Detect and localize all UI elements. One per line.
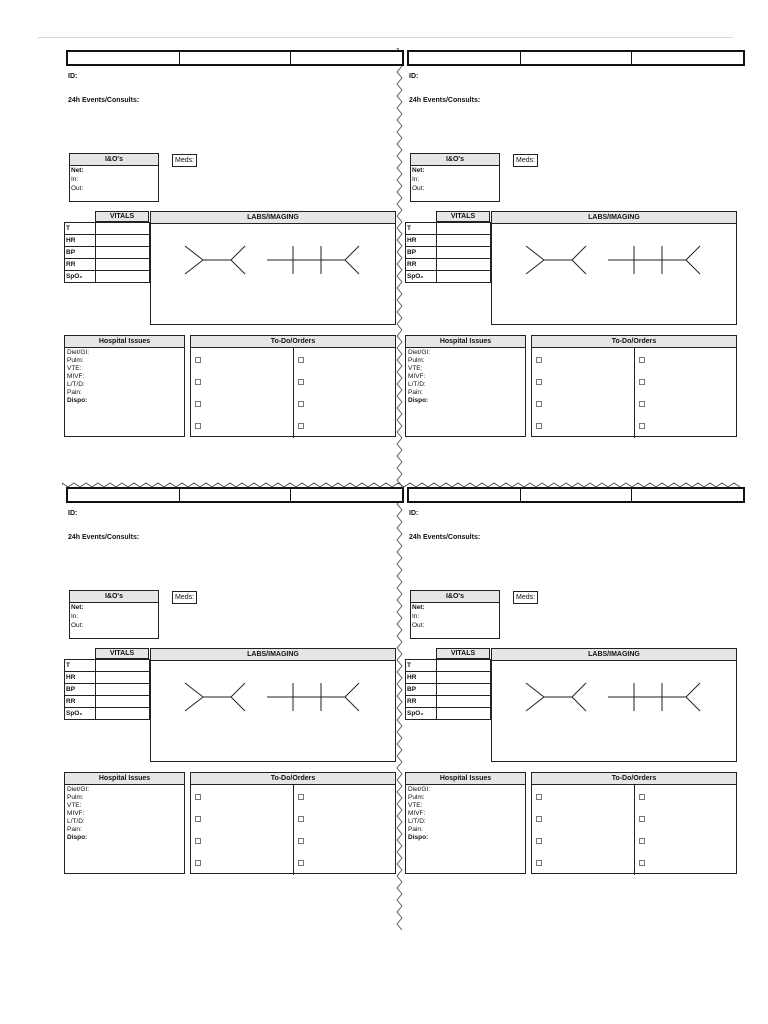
issue-dispo: Dispo:: [408, 397, 429, 404]
cbc-line: [572, 260, 586, 274]
io-title: I&O's: [70, 591, 158, 603]
cbc-line: [231, 683, 245, 697]
vitals-title: VITALS: [95, 211, 149, 222]
id-label: ID:: [409, 510, 419, 517]
todo-checkbox[interactable]: [536, 838, 542, 844]
todo-checkbox[interactable]: [536, 423, 542, 429]
todo-checkbox[interactable]: [195, 860, 201, 866]
todo-checkbox[interactable]: [298, 838, 304, 844]
vital-value-hr[interactable]: [96, 235, 149, 246]
vital-label-spo2: SpO₂: [65, 708, 96, 719]
labs-imaging-title: LABS/IMAGING: [151, 649, 395, 661]
vitals-row: [406, 660, 490, 672]
vital-value-t[interactable]: [437, 660, 490, 671]
labs-imaging-title: LABS/IMAGING: [492, 212, 736, 224]
vital-value-bp[interactable]: [96, 247, 149, 258]
hospital-issues-title: Hospital Issues: [406, 336, 525, 348]
io-out-label: Out:: [412, 622, 425, 629]
header-cell-name[interactable]: [68, 489, 180, 501]
issue-pulm: Pulm:: [67, 794, 84, 801]
header-cell-room[interactable]: [180, 489, 292, 501]
patient-header-bar: [66, 487, 404, 503]
io-in-label: In:: [412, 176, 420, 183]
meds-label: Meds:: [513, 154, 538, 167]
issue-diet-gi: Diet/GI:: [408, 786, 431, 793]
todo-column-right: [635, 348, 737, 438]
header-cell-name[interactable]: [409, 489, 521, 501]
cbc-line: [526, 246, 544, 260]
vitals-table: [405, 222, 491, 283]
issue-mivf: MIVF:: [67, 810, 85, 817]
io-net-label: Net:: [412, 604, 425, 611]
todo-checkbox[interactable]: [195, 794, 201, 800]
vital-value-spo2[interactable]: [96, 271, 149, 282]
todo-checkbox[interactable]: [195, 838, 201, 844]
page-top-rule: [38, 37, 733, 38]
todo-orders-box: [190, 772, 396, 874]
hospital-issues-list: [65, 785, 184, 843]
vitals-row: [406, 247, 490, 259]
todo-checkbox[interactable]: [298, 357, 304, 363]
hospital-issues-list: [406, 785, 525, 843]
issue-ltd: L/T/D:: [67, 381, 85, 388]
io-in-label: In:: [71, 613, 79, 620]
issue-pulm: Pulm:: [408, 357, 425, 364]
issue-ltd: L/T/D:: [67, 818, 85, 825]
vitals-row: [406, 223, 490, 235]
cbc-line: [231, 260, 245, 274]
todo-orders-box: [531, 335, 737, 437]
header-cell-name[interactable]: [409, 52, 521, 64]
vitals-row: [65, 672, 149, 684]
io-in-label: In:: [412, 613, 420, 620]
todo-orders-box: [190, 335, 396, 437]
issue-mivf: MIVF:: [408, 373, 426, 380]
labs-imaging-box: [150, 211, 396, 325]
issue-vte: VTE:: [408, 802, 423, 809]
io-box: [410, 590, 500, 639]
issue-vte: VTE:: [408, 365, 423, 372]
vitals-box: [405, 648, 491, 716]
todo-column-left: [532, 785, 635, 875]
vital-value-bp[interactable]: [437, 247, 490, 258]
io-net-label: Net:: [412, 167, 425, 174]
hospital-issues-title: Hospital Issues: [406, 773, 525, 785]
vital-label-spo2: SpO₂: [65, 271, 96, 282]
id-label: ID:: [68, 73, 78, 80]
id-label: ID:: [409, 73, 419, 80]
vitals-table: [405, 659, 491, 720]
vital-value-rr[interactable]: [96, 696, 149, 707]
todo-column-left: [191, 348, 294, 438]
todo-checkbox[interactable]: [639, 794, 645, 800]
vitals-row: [406, 235, 490, 247]
todo-orders-title: To-Do/Orders: [532, 773, 736, 785]
patient-card-bottom-left: [62, 487, 398, 877]
todo-checkbox[interactable]: [298, 816, 304, 822]
issue-pulm: Pulm:: [408, 794, 425, 801]
todo-checkbox[interactable]: [639, 379, 645, 385]
cbc-line: [526, 260, 544, 274]
vital-label-rr: RR: [406, 696, 437, 707]
vital-label-t: T: [406, 223, 437, 234]
io-box: [410, 153, 500, 202]
io-title: I&O's: [411, 591, 499, 603]
vital-value-t[interactable]: [96, 660, 149, 671]
labs-imaging-box: [491, 648, 737, 762]
hospital-issues-box: [64, 335, 185, 437]
todo-checkbox[interactable]: [536, 357, 542, 363]
vitals-row: [406, 259, 490, 271]
header-cell-mrn[interactable]: [291, 52, 402, 64]
vitals-title: VITALS: [95, 648, 149, 659]
bmp-line: [345, 260, 359, 274]
io-out-label: Out:: [412, 185, 425, 192]
io-in-label: In:: [71, 176, 79, 183]
io-box: [69, 153, 159, 202]
labs-imaging-title: LABS/IMAGING: [492, 649, 736, 661]
vitals-row: [65, 223, 149, 235]
issue-vte: VTE:: [67, 802, 82, 809]
vitals-table: [64, 222, 150, 283]
issue-dispo: Dispo:: [67, 834, 88, 841]
vitals-row: [65, 660, 149, 672]
todo-columns: [532, 348, 736, 438]
io-title: I&O's: [70, 154, 158, 166]
hospital-issues-box: [405, 772, 526, 874]
cbc-line: [572, 683, 586, 697]
bmp-line: [686, 246, 700, 260]
todo-checkbox[interactable]: [639, 816, 645, 822]
vitals-title: VITALS: [436, 648, 490, 659]
todo-checkbox[interactable]: [298, 379, 304, 385]
vitals-row: [406, 684, 490, 696]
todo-checkbox[interactable]: [195, 816, 201, 822]
todo-checkbox[interactable]: [298, 401, 304, 407]
vital-label-t: T: [65, 223, 96, 234]
vital-label-hr: HR: [406, 235, 437, 246]
issue-diet-gi: Diet/GI:: [408, 349, 431, 356]
cbc-line: [185, 260, 203, 274]
vital-label-rr: RR: [406, 259, 437, 270]
vital-value-hr[interactable]: [96, 672, 149, 683]
vital-label-hr: HR: [65, 235, 96, 246]
vitals-row: [65, 708, 149, 719]
vital-value-rr[interactable]: [437, 259, 490, 270]
cbc-line: [231, 697, 245, 711]
lab-skeleton-diagrams: [151, 661, 395, 761]
issue-pain: Pain:: [67, 826, 82, 833]
vital-value-t[interactable]: [437, 223, 490, 234]
header-cell-room[interactable]: [521, 52, 633, 64]
labs-imaging-box: [491, 211, 737, 325]
issue-ltd: L/T/D:: [408, 818, 426, 825]
io-out-label: Out:: [71, 185, 84, 192]
issue-dispo: Dispo:: [408, 834, 429, 841]
lab-skeleton-diagrams: [492, 224, 736, 324]
bmp-line: [686, 260, 700, 274]
lab-skeleton-diagrams: [151, 224, 395, 324]
bmp-line: [686, 683, 700, 697]
meds-label: Meds:: [172, 591, 197, 604]
labs-imaging-box: [150, 648, 396, 762]
hospital-issues-list: [65, 348, 184, 406]
meds-label: Meds:: [172, 154, 197, 167]
todo-columns: [532, 785, 736, 875]
vital-value-t[interactable]: [96, 223, 149, 234]
todo-checkbox[interactable]: [536, 860, 542, 866]
todo-checkbox[interactable]: [298, 794, 304, 800]
vital-label-spo2: SpO₂: [406, 708, 437, 719]
vitals-row: [65, 684, 149, 696]
vital-label-spo2: SpO₂: [406, 271, 437, 282]
vital-value-rr[interactable]: [96, 259, 149, 270]
vitals-row: [65, 235, 149, 247]
todo-orders-title: To-Do/Orders: [532, 336, 736, 348]
bmp-line: [686, 697, 700, 711]
vitals-table: [64, 659, 150, 720]
todo-checkbox[interactable]: [298, 423, 304, 429]
vital-value-spo2[interactable]: [437, 271, 490, 282]
todo-orders-box: [531, 772, 737, 874]
vital-label-hr: HR: [406, 672, 437, 683]
vital-label-bp: BP: [65, 684, 96, 695]
hospital-issues-box: [405, 335, 526, 437]
issue-mivf: MIVF:: [408, 810, 426, 817]
vital-value-hr[interactable]: [437, 672, 490, 683]
hospital-issues-title: Hospital Issues: [65, 336, 184, 348]
vitals-row: [406, 696, 490, 708]
events-consults-label: 24h Events/Consults:: [68, 97, 140, 104]
issue-ltd: L/T/D:: [408, 381, 426, 388]
todo-columns: [191, 348, 395, 438]
cbc-line: [231, 246, 245, 260]
cbc-line: [185, 246, 203, 260]
hospital-issues-list: [406, 348, 525, 406]
events-consults-label: 24h Events/Consults:: [409, 534, 481, 541]
issue-diet-gi: Diet/GI:: [67, 786, 90, 793]
io-out-label: Out:: [71, 622, 84, 629]
vitals-row: [65, 696, 149, 708]
todo-checkbox[interactable]: [195, 357, 201, 363]
vitals-row: [406, 708, 490, 719]
vital-label-bp: BP: [65, 247, 96, 258]
issue-pulm: Pulm:: [67, 357, 84, 364]
meds-label: Meds:: [513, 591, 538, 604]
id-label: ID:: [68, 510, 78, 517]
events-consults-label: 24h Events/Consults:: [68, 534, 140, 541]
patient-card-top-left: [62, 50, 398, 440]
hospital-issues-title: Hospital Issues: [65, 773, 184, 785]
todo-column-right: [294, 785, 396, 875]
vital-label-bp: BP: [406, 247, 437, 258]
cbc-line: [526, 683, 544, 697]
patient-header-bar: [407, 50, 745, 66]
io-net-label: Net:: [71, 167, 84, 174]
vitals-box: [64, 211, 150, 279]
vitals-row: [65, 271, 149, 282]
todo-column-left: [532, 348, 635, 438]
cbc-line: [185, 683, 203, 697]
patient-card-bottom-right: [403, 487, 739, 877]
vital-value-rr[interactable]: [437, 696, 490, 707]
patient-header-bar: [407, 487, 745, 503]
header-cell-mrn[interactable]: [632, 52, 743, 64]
patient-card-top-right: [403, 50, 739, 440]
todo-checkbox[interactable]: [195, 401, 201, 407]
todo-column-left: [191, 785, 294, 875]
vital-label-rr: RR: [65, 259, 96, 270]
vitals-row: [65, 259, 149, 271]
todo-checkbox[interactable]: [536, 379, 542, 385]
vitals-box: [405, 211, 491, 279]
vitals-row: [65, 247, 149, 259]
issue-pain: Pain:: [408, 826, 423, 833]
todo-checkbox[interactable]: [195, 379, 201, 385]
vital-value-spo2[interactable]: [96, 708, 149, 719]
todo-checkbox[interactable]: [536, 401, 542, 407]
vitals-row: [406, 672, 490, 684]
vitals-title: VITALS: [436, 211, 490, 222]
todo-orders-title: To-Do/Orders: [191, 773, 395, 785]
issue-vte: VTE:: [67, 365, 82, 372]
cbc-line: [526, 697, 544, 711]
vital-label-bp: BP: [406, 684, 437, 695]
header-cell-mrn[interactable]: [632, 489, 743, 501]
issue-diet-gi: Diet/GI:: [67, 349, 90, 356]
hospital-issues-box: [64, 772, 185, 874]
todo-checkbox[interactable]: [639, 357, 645, 363]
todo-checkbox[interactable]: [639, 423, 645, 429]
cbc-line: [185, 697, 203, 711]
issue-dispo: Dispo:: [67, 397, 88, 404]
vital-value-bp[interactable]: [96, 684, 149, 695]
vital-label-rr: RR: [65, 696, 96, 707]
header-cell-room[interactable]: [180, 52, 292, 64]
issue-mivf: MIVF:: [67, 373, 85, 380]
labs-imaging-title: LABS/IMAGING: [151, 212, 395, 224]
todo-checkbox[interactable]: [639, 401, 645, 407]
vital-label-t: T: [65, 660, 96, 671]
bmp-line: [345, 697, 359, 711]
lab-skeleton-diagrams: [492, 661, 736, 761]
todo-checkbox[interactable]: [195, 423, 201, 429]
todo-checkbox[interactable]: [536, 794, 542, 800]
vital-value-hr[interactable]: [437, 235, 490, 246]
bmp-line: [345, 683, 359, 697]
todo-orders-title: To-Do/Orders: [191, 336, 395, 348]
header-cell-room[interactable]: [521, 489, 633, 501]
vital-label-t: T: [406, 660, 437, 671]
vital-label-hr: HR: [65, 672, 96, 683]
vitals-row: [406, 271, 490, 282]
events-consults-label: 24h Events/Consults:: [409, 97, 481, 104]
vitals-box: [64, 648, 150, 716]
io-box: [69, 590, 159, 639]
vital-value-spo2[interactable]: [437, 708, 490, 719]
todo-columns: [191, 785, 395, 875]
todo-checkbox[interactable]: [298, 860, 304, 866]
issue-pain: Pain:: [408, 389, 423, 396]
header-cell-mrn[interactable]: [291, 489, 402, 501]
vital-value-bp[interactable]: [437, 684, 490, 695]
cbc-line: [572, 697, 586, 711]
todo-column-right: [294, 348, 396, 438]
bmp-line: [345, 246, 359, 260]
cbc-line: [572, 246, 586, 260]
todo-checkbox[interactable]: [639, 838, 645, 844]
patient-header-bar: [66, 50, 404, 66]
header-cell-name[interactable]: [68, 52, 180, 64]
io-net-label: Net:: [71, 604, 84, 611]
io-title: I&O's: [411, 154, 499, 166]
issue-pain: Pain:: [67, 389, 82, 396]
todo-checkbox[interactable]: [639, 860, 645, 866]
todo-column-right: [635, 785, 737, 875]
todo-checkbox[interactable]: [536, 816, 542, 822]
